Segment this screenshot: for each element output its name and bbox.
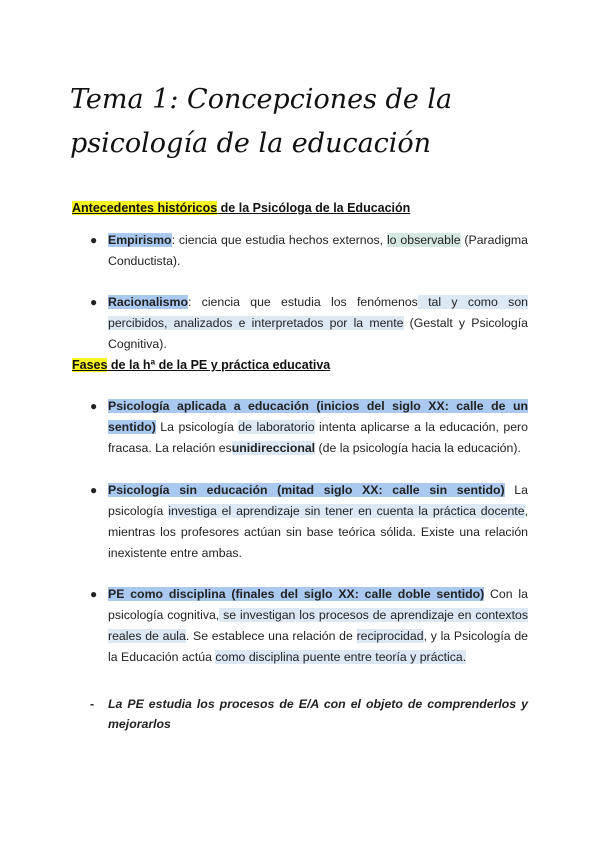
item-text: La psicología: [108, 483, 528, 518]
item-text: Con la psicología cognitiva,: [108, 587, 528, 622]
item-text: , mientras los profesores actúan sin base teórica sólida. Existe una relación inexistente entre ambas.: [108, 504, 528, 560]
item-highlight: reciprocidad: [356, 629, 424, 643]
item-text: (de la psicología hacia la educación).: [315, 441, 521, 455]
section-heading-highlight: Antecedentes históricos: [72, 201, 218, 215]
item-text: intenta aplicarse a la educación, pero fracasa. La relación es: [108, 420, 528, 455]
page-title: Tema 1: Concepciones de la psicología de la educación: [70, 84, 453, 159]
item-highlight: de laboratorio: [238, 420, 315, 434]
section-heading-fases: [72, 358, 330, 372]
conclusion-text: La PE estudia los procesos de E/A con el objeto de comprenderlos y mejorarlos: [108, 697, 528, 731]
list-item-fase-3: [108, 584, 528, 668]
bullet-icon: ●: [90, 399, 98, 413]
item-highlight: investiga el aprendizaje sin tener en cuenta la práctica docente: [168, 504, 525, 518]
item-text: (Paradigma Conductista).: [108, 233, 528, 268]
term-empirismo: Empirismo: [108, 233, 172, 247]
item-highlight: lo observable: [386, 233, 461, 247]
item-text: La psicología: [155, 420, 239, 434]
item-highlight: como disciplina puente entre teoría y práctica.: [215, 650, 467, 664]
item-text: . Se establece una relación de: [185, 629, 357, 643]
list-item-empirismo: [108, 230, 528, 272]
fase-heading: Psicología sin educación (mitad siglo XX: calle sin sentido): [108, 483, 505, 497]
fase-heading: PE como disciplina (finales del siglo XX: calle doble sentido): [108, 587, 485, 601]
item-highlight: se investigan los procesos de aprendizaje en contextos reales de aula: [108, 608, 528, 643]
section-heading-rest: de la hª de la PE y práctica educativa: [107, 358, 331, 372]
list-item-fase-2: [108, 480, 528, 564]
bullet-icon: ●: [90, 295, 98, 309]
bullet-icon: ●: [90, 233, 98, 247]
section-heading-rest: de la Psicóloga de la Educación: [217, 201, 411, 215]
item-text: , y la Psicología de la Educación actúa: [108, 629, 528, 664]
list-item-racionalismo: [108, 292, 528, 355]
fase-heading: Psicología aplicada a educación (inicios del siglo XX: calle de un sentido): [108, 399, 528, 434]
section-heading-highlight: Fases: [72, 358, 108, 372]
dash-marker: -: [90, 697, 95, 711]
term-racionalismo: Racionalismo: [108, 295, 188, 309]
item-highlight: unidireccional: [231, 441, 316, 455]
item-highlight: tal y como son percibidos, analizados e interpretados por la mente: [108, 295, 528, 330]
item-text: : ciencia que estudia los fenómenos: [187, 295, 418, 309]
bullet-icon: ●: [90, 587, 98, 601]
item-text: : ciencia que estudia hechos externos,: [171, 233, 387, 247]
bullet-icon: ●: [90, 483, 98, 497]
list-item-fase-1: [108, 396, 528, 459]
item-text: (Gestalt y Psicología Cognitiva).: [108, 316, 528, 351]
section-heading-antecedentes: [72, 201, 410, 215]
